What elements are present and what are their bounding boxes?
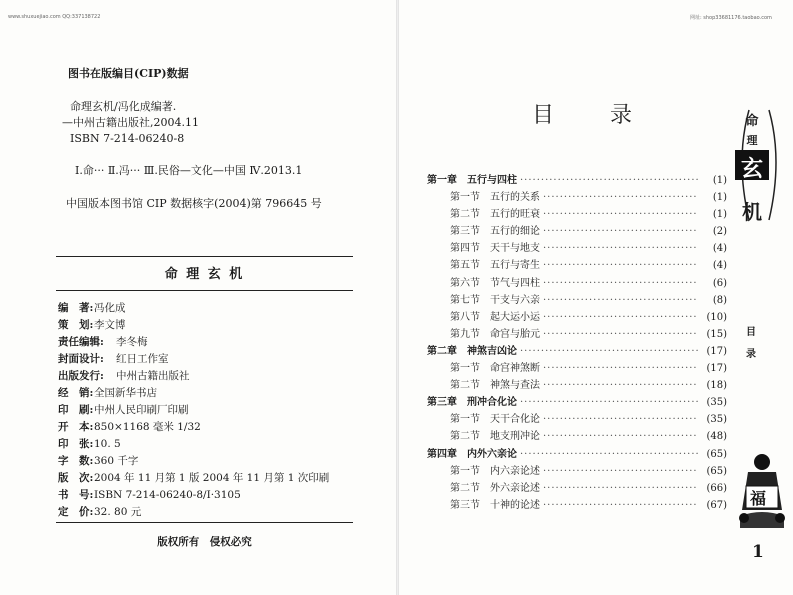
book-title: 命 理 玄 机 <box>164 267 245 282</box>
copyright-notice: 版权所有 侵权必究 <box>157 536 252 548</box>
imprint-row: 策 划:李文博 <box>58 319 126 331</box>
page-number: 1 <box>752 542 764 562</box>
side-title-ming: 命 <box>745 114 759 129</box>
title-rule <box>56 290 353 291</box>
cip-classification: Ⅰ.命··· Ⅱ.冯··· Ⅲ.民俗—文化—中国 Ⅳ.2013.1 <box>75 164 303 177</box>
cip-line1: 命理玄机/冯化成编著. <box>70 100 177 113</box>
imprint-row: 编 著:冯化成 <box>58 302 126 314</box>
imprint-row: 印 刷:中州人民印刷厂印刷 <box>58 404 189 416</box>
right-watermark: 网址: shop33681176.taobao.com <box>690 15 772 21</box>
toc-section[interactable]: 第二节 外六亲论述 ····· (66) <box>427 480 727 497</box>
fortune-character: 福 <box>750 489 767 508</box>
toc-section[interactable]: 第八节 起大运小运 ····· (10) <box>427 309 727 326</box>
toc-section[interactable]: 第二节 神煞与查法 ····· (18) <box>427 377 727 394</box>
cip-line2: —中州古籍出版社,2004.11 <box>62 116 199 129</box>
imprint-row: 开 本:850×1168 毫米 1/32 <box>58 421 201 433</box>
imprint-row: 印 张:10. 5 <box>58 438 121 450</box>
toc-section[interactable]: 第二节 五行的旺衰 ····· (1) <box>427 206 727 223</box>
side-label-mu: 目 <box>746 327 756 338</box>
toc-chapter[interactable]: 第一章 五行与四柱 ····· (1) <box>427 172 727 189</box>
toc-section[interactable]: 第一节 内六亲论述 ····· (65) <box>427 463 727 480</box>
book-gutter <box>396 0 399 595</box>
left-watermark: www.shuxuejiao.com QQ:337138722 <box>8 14 101 20</box>
toc-section[interactable]: 第三节 十神的论述 ····· (67) <box>427 497 727 514</box>
imprint-row: 字 数:360 千字 <box>58 455 139 467</box>
toc-chapter[interactable]: 第三章 刑冲合化论 ····· (35) <box>427 394 727 411</box>
imprint-row: 出版发行: 中州古籍出版社 <box>58 370 190 382</box>
imprint-row: 责任编辑: 李冬梅 <box>58 336 148 348</box>
toc-section[interactable]: 第六节 节气与四柱 ····· (6) <box>427 275 727 292</box>
toc-section[interactable]: 第四节 天干与地支 ····· (4) <box>427 240 727 257</box>
cip-title: 图书在版编目(CIP)数据 <box>68 67 189 80</box>
imprint-row: 经 销:全国新华书店 <box>58 387 157 399</box>
toc-section[interactable]: 第五节 五行与寄生 ····· (4) <box>427 257 727 274</box>
side-title-li: 理 <box>746 134 758 147</box>
imprint-row: 封面设计: 红日工作室 <box>58 353 169 365</box>
side-label-lu: 录 <box>746 349 756 360</box>
toc-heading: 目 录 <box>532 103 637 128</box>
toc-section[interactable]: 第一节 五行的关系 ····· (1) <box>427 189 727 206</box>
cip-number: 中国版本图书馆 CIP 数据核字(2004)第 796645 号 <box>66 197 322 210</box>
toc-section[interactable]: 第七节 干支与六亲 ····· (8) <box>427 292 727 309</box>
toc-chapter[interactable]: 第四章 内外六亲论 ····· (65) <box>427 446 727 463</box>
bottom-rule <box>56 522 353 523</box>
toc-section[interactable]: 第二节 地支刑冲论 ····· (48) <box>427 428 727 445</box>
imprint-row: 书 号:ISBN 7-214-06240-8/I·3105 <box>58 489 241 501</box>
toc-section[interactable]: 第一节 天干合化论 ····· (35) <box>427 411 727 428</box>
side-title-ji: 机 <box>742 200 762 224</box>
imprint-row: 定 价:32. 80 元 <box>58 506 142 518</box>
toc-section[interactable]: 第九节 命宫与胎元 ····· (15) <box>427 326 727 343</box>
side-title-xuan: 玄 <box>740 156 763 182</box>
toc-section[interactable]: 第三节 五行的细论 ····· (2) <box>427 223 727 240</box>
toc-chapter[interactable]: 第二章 神煞吉凶论 ····· (17) <box>427 343 727 360</box>
table-of-contents <box>427 172 727 514</box>
cip-isbn: ISBN 7-214-06240-8 <box>70 132 185 145</box>
top-rule <box>56 256 353 257</box>
imprint-row: 版 次:2004 年 11 月第 1 版 2004 年 11 月第 1 次印刷 <box>58 472 330 484</box>
toc-section[interactable]: 第一节 命宫神煞断 ····· (17) <box>427 360 727 377</box>
